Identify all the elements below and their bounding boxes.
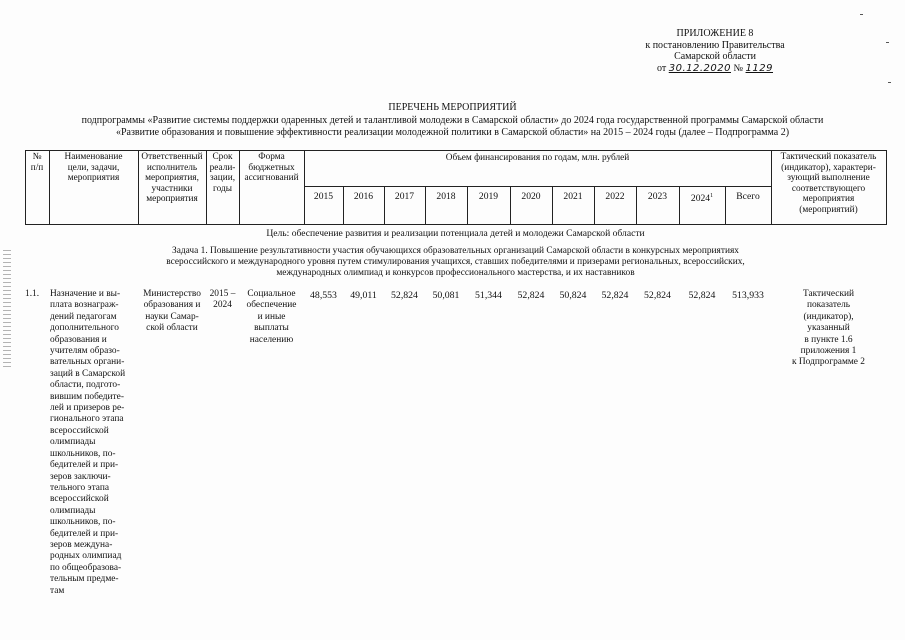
year-header: 2020 xyxy=(521,191,541,202)
document-heading: ПЕРЕЧЕНЬ МЕРОПРИЯТИЙ xyxy=(388,102,517,113)
row-name-line: области, подгото- xyxy=(50,380,121,391)
row-indicator-line: приложения 1 xyxy=(800,346,857,357)
number-prefix: № xyxy=(733,62,744,74)
row-name-line: бедителей и при- xyxy=(50,460,119,471)
header-executor: Ответственный исполнитель мероприятия, участники мероприятия xyxy=(141,152,203,205)
row-term-line: 2024 xyxy=(213,300,232,311)
row-name-line: заций в Самарской xyxy=(50,368,126,379)
row-form xyxy=(239,289,304,346)
row-name-line: дений педагогам xyxy=(50,311,117,322)
row-name-line: бедителей и при- xyxy=(50,528,119,539)
header-num: № п/п xyxy=(30,152,44,173)
row-name-line: всероссийской xyxy=(50,425,109,436)
row-name-line: Назначение и вы- xyxy=(50,289,121,299)
year-header: 2016 xyxy=(353,191,374,202)
row-name-line: школьников, по- xyxy=(50,448,116,459)
value-cell: 52,824 xyxy=(517,290,545,301)
goal-row: Цель: обеспечение развития и реализации потенциала детей и молодежи Самарской области xyxy=(266,228,645,239)
row-executor-line: образования и xyxy=(143,300,201,311)
year-header: 2015 xyxy=(313,191,334,202)
row-term xyxy=(206,289,239,312)
number-value: 1129 xyxy=(745,62,773,74)
row-number: 1.1. xyxy=(25,289,40,299)
appendix-block xyxy=(600,28,830,74)
row-term-line: 2015 – xyxy=(209,289,236,299)
row-indicator-line: к Подпрограмме 2 xyxy=(792,357,865,368)
value-cell: 52,824 xyxy=(391,290,418,301)
row-name-line: тельного этапа xyxy=(50,482,110,493)
document-subtitle-line-2: «Развитие образования и повышение эффективности реализации молодежной политики в Самарской области» на 2015 – 2024 годы (далее – Подпрограмма 2) xyxy=(115,127,790,138)
row-name-line: лей и призеров ре- xyxy=(50,403,125,414)
row-name xyxy=(50,289,138,597)
row-indicator-line: показатель xyxy=(806,300,851,311)
row-form-line: обеспечение xyxy=(246,300,297,311)
header-name: Наименование цели, задачи, мероприятия xyxy=(64,152,123,184)
scan-mark xyxy=(886,42,889,43)
year-header: 2019 xyxy=(478,191,499,202)
row-name-line: по общеобразова- xyxy=(50,562,122,573)
row-name-line: всероссийской xyxy=(50,494,109,505)
header-funding: Объем финансирования по годам, млн. рублей xyxy=(445,153,630,163)
value-cell: 52,824 xyxy=(644,290,671,301)
value-cell: 51,344 xyxy=(475,290,502,301)
scan-artifact xyxy=(3,250,11,370)
row-name-line: вившим победите- xyxy=(50,391,124,402)
total-value: 513,933 xyxy=(732,290,764,301)
row-name-line: там xyxy=(50,585,65,596)
total-header: Всего xyxy=(736,191,760,202)
year-header-2024: 2024$^1$ xyxy=(690,193,714,205)
value-cell: 52,824 xyxy=(601,290,629,301)
value-cell: 50,824 xyxy=(559,290,587,301)
header-indicator: Тактический показатель (индикатор), характери- зующий выполнение соответствующего мероприятия (мероприятий) xyxy=(780,152,877,215)
row-name-line: олимпиады xyxy=(50,505,96,516)
row-form-line: населению xyxy=(249,334,294,345)
value-cell: 50,081 xyxy=(432,290,460,301)
year-header: 2017 xyxy=(394,191,415,202)
row-name-line: учителям образо- xyxy=(50,346,120,357)
value-cell: 52,824 xyxy=(688,290,716,301)
year-header: 2018 xyxy=(436,191,456,202)
row-name-line: школьников, по- xyxy=(50,517,116,528)
scan-mark xyxy=(860,14,863,15)
row-name-line: зеров междуна- xyxy=(50,539,113,550)
row-name-line: зеров заключи- xyxy=(50,471,111,482)
row-executor-line: Министерство xyxy=(143,289,201,299)
row-executor xyxy=(138,289,206,335)
row-indicator-line: указанный xyxy=(807,323,850,334)
row-indicator-line: Тактический xyxy=(802,289,855,299)
date-value: 30.12.2020 xyxy=(668,62,731,74)
row-name-line: олимпиады xyxy=(50,437,96,448)
value-cell: 49,011 xyxy=(350,290,377,301)
year-header: 2023 xyxy=(647,191,668,202)
scan-mark xyxy=(888,82,891,83)
appendix-title: ПРИЛОЖЕНИЕ 8 xyxy=(676,28,754,39)
row-form-line: Социальное xyxy=(247,289,296,299)
row-name-line: родных олимпиад xyxy=(50,551,122,562)
appendix-ref-region: Самарской области xyxy=(674,51,756,62)
row-executor-line: ской области xyxy=(146,323,198,334)
row-name-line: образования и xyxy=(50,334,107,345)
year-header: 2021 xyxy=(563,191,583,202)
value-cell: 48,553 xyxy=(310,290,337,301)
appendix-ref-line: к постановлению Правительства xyxy=(645,39,785,51)
row-executor-line: науки Самар- xyxy=(145,311,199,322)
year-footnote: 1 xyxy=(710,193,714,199)
date-prefix: от xyxy=(656,62,667,74)
row-indicator xyxy=(771,289,886,369)
document-subtitle-line-1: подпрограммы «Развитие системы поддержки одаренных детей и талантливой молодежи в Самарской области» до 2024 года государственной программы Самарской области xyxy=(81,115,824,126)
row-indicator-line: (индикатор), xyxy=(803,311,854,322)
row-name-line: тельным предме- xyxy=(50,574,119,585)
task-row: Задача 1. Повышение результативности участия обучающихся образовательных организаций Самарской области в конкурсных мероприятиях всероссийского и международного уровня путем стимулирования учащихся, ставших победителями и призерами региональных, всероссийских, международных олимпиад и конкурсов профессионального мастерства, и их наставников xyxy=(166,246,745,278)
header-form: Форма бюджетных ассигнований xyxy=(244,152,299,184)
row-name-line: плата вознаграж- xyxy=(50,300,119,311)
row-name-line: вательных органи- xyxy=(50,357,125,368)
row-form-line: выплаты xyxy=(254,323,289,334)
row-indicator-line: в пункте 1.6 xyxy=(804,334,853,345)
row-name-line: дополнительного xyxy=(50,323,119,334)
appendix-date-line xyxy=(600,63,830,75)
year-header: 2022 xyxy=(605,191,625,202)
row-name-line: гионального этапа xyxy=(50,414,124,425)
header-term: Срок реали- зации, годы xyxy=(209,152,236,194)
row-form-line: и иные xyxy=(257,311,286,322)
